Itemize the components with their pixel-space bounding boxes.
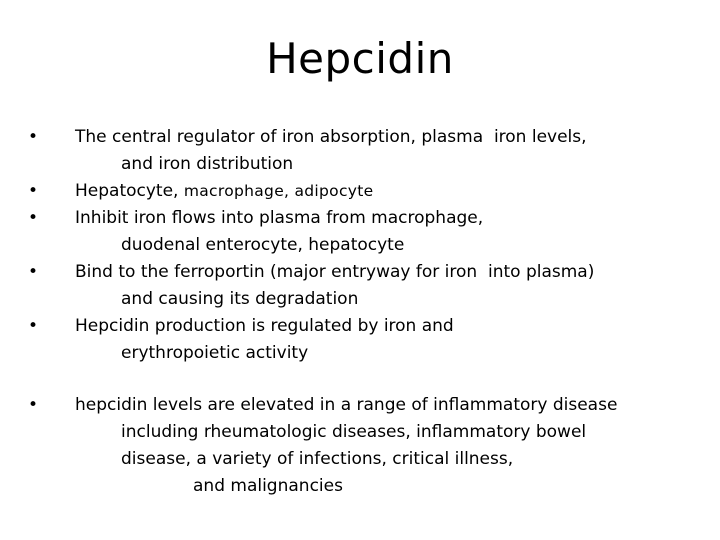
bullet-item — [27, 313, 707, 367]
bullet-marker: • — [27, 181, 39, 201]
bullet-item — [27, 392, 707, 500]
bullet-text: Inhibit iron flows into plasma from macrophage, — [75, 208, 484, 228]
bullet-text-continuation: erythropoietic activity — [121, 343, 309, 363]
bullet-list — [27, 124, 707, 500]
bullet-text-continuation: and causing its degradation — [121, 289, 359, 309]
bullet-item — [27, 178, 707, 205]
bullet-marker: • — [27, 127, 39, 147]
bullet-marker: • — [27, 395, 39, 415]
bullet-text-continuation: including rheumatologic diseases, inflammatory bowel — [121, 422, 587, 442]
bullet-text — [75, 178, 707, 205]
bullet-item — [27, 205, 707, 259]
bullet-text-rest: macrophage, adipocyte — [183, 182, 374, 200]
bullet-text-continuation: and iron distribution — [121, 154, 294, 174]
bullet-marker: • — [27, 262, 39, 282]
bullet-text-lead: Hepatocyte, — [75, 181, 184, 201]
bullet-text: The central regulator of iron absorption, plasma iron levels, — [75, 127, 587, 147]
bullet-item — [27, 259, 707, 313]
bullet-text: hepcidin levels are elevated in a range of inflammatory disease — [75, 395, 618, 415]
bullet-marker: • — [27, 316, 39, 336]
bullet-text: Bind to the ferroportin (major entryway for iron into plasma) — [75, 262, 595, 282]
bullet-item — [27, 124, 707, 178]
bullet-spacer — [27, 367, 707, 392]
bullet-text-continuation: and malignancies — [193, 476, 343, 496]
bullet-text: Hepcidin production is regulated by iron and — [75, 316, 454, 336]
bullet-text-continuation: disease, a variety of infections, critical illness, — [121, 449, 514, 469]
slide-title: Hepcidin — [266, 34, 454, 83]
bullet-text-continuation: duodenal enterocyte, hepatocyte — [121, 235, 405, 255]
bullet-marker: • — [27, 208, 39, 228]
